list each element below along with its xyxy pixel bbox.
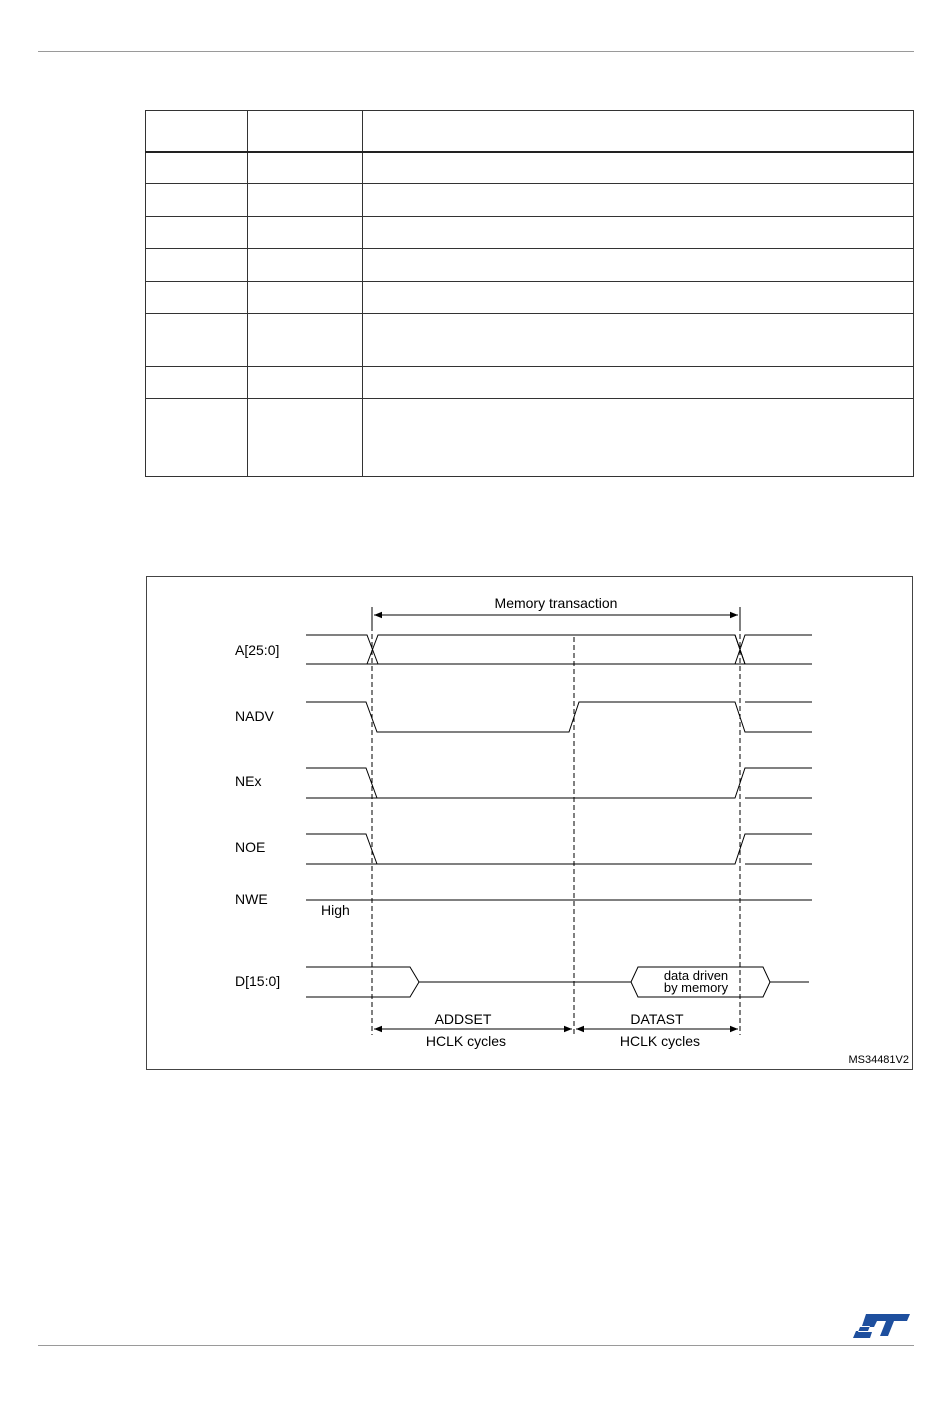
st-logo-icon bbox=[852, 1310, 912, 1342]
address-waveform bbox=[306, 635, 378, 664]
signal-label-nwe: NWE bbox=[235, 891, 268, 907]
register-table bbox=[145, 110, 914, 477]
table-cell bbox=[363, 184, 914, 217]
table-cell bbox=[248, 249, 363, 282]
table-cell bbox=[248, 314, 363, 367]
table-header-cell bbox=[248, 111, 363, 152]
table-row bbox=[146, 282, 914, 314]
signal-label-noe: NOE bbox=[235, 839, 266, 855]
nex-waveform bbox=[306, 768, 812, 798]
table-cell bbox=[363, 314, 914, 367]
table-cell bbox=[363, 282, 914, 314]
table-cell bbox=[146, 249, 248, 282]
addset-label: ADDSET bbox=[434, 1011, 492, 1027]
table-row bbox=[146, 314, 914, 367]
table-cell bbox=[363, 152, 914, 184]
signal-label-data: D[15:0] bbox=[235, 973, 281, 989]
table-cell bbox=[248, 184, 363, 217]
table-header-row bbox=[146, 111, 914, 152]
data-waveform bbox=[306, 967, 419, 997]
table-cell bbox=[248, 282, 363, 314]
table-cell bbox=[146, 282, 248, 314]
address-waveform bbox=[735, 635, 812, 664]
table-cell bbox=[363, 217, 914, 249]
table-cell bbox=[248, 152, 363, 184]
addset-cycles-label: HCLK cycles bbox=[425, 1033, 507, 1049]
table-row bbox=[146, 399, 914, 477]
data-driven-label: by memory bbox=[663, 980, 729, 995]
table-cell bbox=[363, 249, 914, 282]
nwe-high-label: High bbox=[321, 902, 350, 918]
signal-label-address: A[25:0] bbox=[235, 642, 280, 658]
signal-label-nex: NEx bbox=[235, 773, 262, 789]
footer-rule bbox=[38, 1345, 914, 1346]
table-cell bbox=[248, 367, 363, 399]
table-row bbox=[146, 152, 914, 184]
table-header-cell bbox=[363, 111, 914, 152]
table-cell bbox=[248, 399, 363, 477]
noe-waveform bbox=[306, 834, 812, 864]
table-cell bbox=[146, 399, 248, 477]
address-waveform bbox=[367, 635, 745, 664]
figure-id: MS34481V2 bbox=[848, 1054, 909, 1066]
timing-diagram bbox=[147, 577, 914, 1071]
table-header-cell bbox=[146, 111, 248, 152]
header-rule bbox=[38, 51, 914, 52]
timing-diagram-figure bbox=[146, 576, 913, 1070]
table-cell bbox=[146, 152, 248, 184]
table-cell bbox=[146, 217, 248, 249]
memory-transaction-label: Memory transaction bbox=[494, 595, 618, 611]
table-row bbox=[146, 367, 914, 399]
datast-cycles-label: HCLK cycles bbox=[619, 1033, 701, 1049]
table-row bbox=[146, 184, 914, 217]
nadv-waveform bbox=[306, 702, 812, 732]
signal-label-nadv: NADV bbox=[235, 708, 274, 724]
table-cell bbox=[146, 184, 248, 217]
data-driven-label: data driven bbox=[663, 968, 729, 983]
table-row bbox=[146, 249, 914, 282]
table-row bbox=[146, 217, 914, 249]
table-cell bbox=[363, 399, 914, 477]
table-cell bbox=[146, 314, 248, 367]
table-cell bbox=[248, 217, 363, 249]
table-cell bbox=[363, 367, 914, 399]
table-cell bbox=[146, 367, 248, 399]
datast-label: DATAST bbox=[630, 1011, 684, 1027]
